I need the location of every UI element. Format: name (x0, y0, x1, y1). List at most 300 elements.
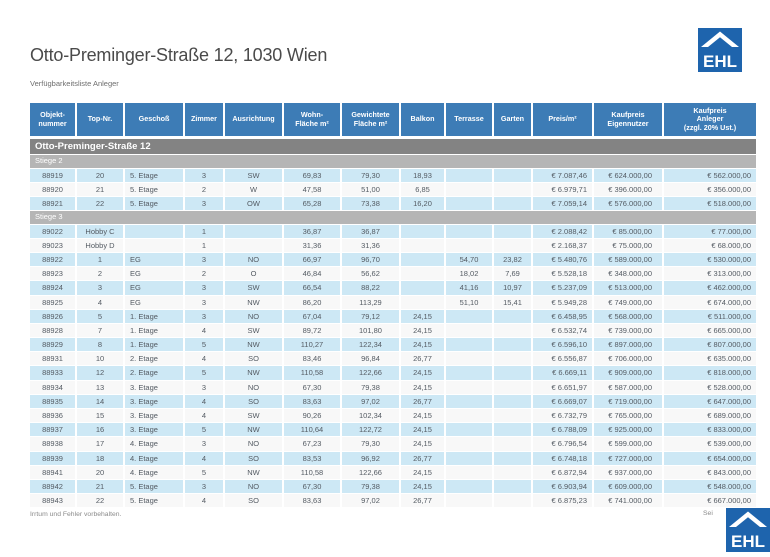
table-cell-terrasse (446, 169, 492, 182)
table-cell-garten (494, 169, 531, 182)
table-cell-wohnflaeche: 110,58 (284, 366, 340, 379)
table-cell-balkon (401, 239, 444, 252)
column-header-top_nr: Top-Nr. (77, 103, 123, 136)
table-cell-geschoss: 4. Etage (125, 452, 183, 465)
column-header-gewichtete_flaeche: Gewichtete Fläche m² (342, 103, 399, 136)
table-cell-garten: 23,82 (494, 253, 531, 266)
table-cell-ausrichtung: SO (225, 352, 282, 365)
table-cell-gewichtete_flaeche: 122,72 (342, 423, 399, 436)
table-cell-wohnflaeche: 66,97 (284, 253, 340, 266)
table-row (30, 281, 756, 294)
table-cell-geschoss: 1. Etage (125, 338, 183, 351)
column-header-balkon: Balkon (401, 103, 444, 136)
table-cell-zimmer: 3 (185, 381, 223, 394)
table-cell-kaufpreis_anleger: € 356.000,00 (664, 183, 756, 196)
table-cell-top_nr: 20 (77, 169, 123, 182)
table-cell-preis_m2: € 6.979,71 (533, 183, 592, 196)
table-cell-ausrichtung: SO (225, 452, 282, 465)
table-cell-preis_m2: € 2.088,42 (533, 225, 592, 238)
table-cell-wohnflaeche: 31,36 (284, 239, 340, 252)
table-cell-kaufpreis_eigennutzer: € 513.000,00 (594, 281, 662, 294)
table-cell-wohnflaeche: 65,28 (284, 197, 340, 210)
table-cell-kaufpreis_anleger: € 833.000,00 (664, 423, 756, 436)
table-cell-gewichtete_flaeche: 73,38 (342, 197, 399, 210)
table-cell-balkon: 24,15 (401, 466, 444, 479)
table-cell-preis_m2: € 6.903,94 (533, 480, 592, 493)
table-cell-balkon: 24,15 (401, 480, 444, 493)
table-cell-preis_m2: € 5.949,28 (533, 296, 592, 309)
table-cell-kaufpreis_eigennutzer: € 925.000,00 (594, 423, 662, 436)
table-cell-terrasse (446, 324, 492, 337)
table-cell-top_nr: 22 (77, 494, 123, 507)
table-cell-geschoss: 5. Etage (125, 183, 183, 196)
table-cell-kaufpreis_eigennutzer: € 765.000,00 (594, 409, 662, 422)
table-cell-terrasse (446, 310, 492, 323)
table-cell-wohnflaeche: 67,30 (284, 480, 340, 493)
table-cell-zimmer: 3 (185, 437, 223, 450)
table-row (30, 381, 756, 394)
table-cell-wohnflaeche: 67,30 (284, 381, 340, 394)
table-cell-kaufpreis_anleger: € 674.000,00 (664, 296, 756, 309)
table-cell-geschoss: 4. Etage (125, 466, 183, 479)
table-cell-wohnflaeche: 46,84 (284, 267, 340, 280)
table-cell-gewichtete_flaeche: 101,80 (342, 324, 399, 337)
table-cell-top_nr: 17 (77, 437, 123, 450)
table-cell-wohnflaeche: 83,53 (284, 452, 340, 465)
table-cell-zimmer: 3 (185, 169, 223, 182)
table-cell-zimmer: 5 (185, 338, 223, 351)
table-cell-kaufpreis_anleger: € 518.000,00 (664, 197, 756, 210)
table-cell-geschoss: 1. Etage (125, 324, 183, 337)
table-cell-wohnflaeche: 36,87 (284, 225, 340, 238)
table-cell-garten (494, 225, 531, 238)
table-cell-balkon (401, 253, 444, 266)
table-cell-kaufpreis_eigennutzer: € 937.000,00 (594, 466, 662, 479)
table-cell-zimmer: 3 (185, 253, 223, 266)
table-cell-preis_m2: € 6.796,54 (533, 437, 592, 450)
table-cell-kaufpreis_eigennutzer: € 739.000,00 (594, 324, 662, 337)
table-cell-preis_m2: € 6.732,79 (533, 409, 592, 422)
table-cell-ausrichtung: NO (225, 480, 282, 493)
table-cell-terrasse (446, 366, 492, 379)
table-cell-zimmer: 4 (185, 324, 223, 337)
table-cell-gewichtete_flaeche: 79,30 (342, 169, 399, 182)
table-cell-preis_m2: € 6.669,11 (533, 366, 592, 379)
table-cell-zimmer: 4 (185, 409, 223, 422)
table-cell-objektnummer: 88923 (30, 267, 75, 280)
table-cell-top_nr: Hobby C (77, 225, 123, 238)
table-cell-gewichtete_flaeche: 122,34 (342, 338, 399, 351)
table-cell-wohnflaeche: 67,23 (284, 437, 340, 450)
table-cell-kaufpreis_eigennutzer: € 576.000,00 (594, 197, 662, 210)
table-cell-garten (494, 197, 531, 210)
table-cell-terrasse (446, 480, 492, 493)
table-cell-kaufpreis_anleger: € 68.000,00 (664, 239, 756, 252)
group-header-band: Otto-Preminger-Straße 12 (30, 139, 756, 154)
table-cell-garten (494, 480, 531, 493)
table-cell-geschoss: 3. Etage (125, 423, 183, 436)
table-cell-terrasse (446, 338, 492, 351)
table-cell-kaufpreis_anleger: € 667.000,00 (664, 494, 756, 507)
column-header-wohnflaeche: Wohn- Fläche m² (284, 103, 340, 136)
table-cell-ausrichtung: NO (225, 437, 282, 450)
table-cell-ausrichtung: NW (225, 366, 282, 379)
table-cell-garten (494, 494, 531, 507)
table-cell-top_nr: 7 (77, 324, 123, 337)
table-cell-zimmer: 3 (185, 310, 223, 323)
column-header-preis_m2: Preis/m² (533, 103, 592, 136)
table-cell-garten (494, 423, 531, 436)
table-cell-wohnflaeche: 89,72 (284, 324, 340, 337)
table-cell-garten (494, 466, 531, 479)
table-cell-top_nr: 12 (77, 366, 123, 379)
table-cell-ausrichtung (225, 239, 282, 252)
table-cell-top_nr: 13 (77, 381, 123, 394)
table-cell-objektnummer: 88937 (30, 423, 75, 436)
table-cell-geschoss: 5. Etage (125, 169, 183, 182)
table-cell-terrasse (446, 352, 492, 365)
table-row (30, 352, 756, 365)
table-cell-gewichtete_flaeche: 79,38 (342, 381, 399, 394)
table-cell-garten (494, 452, 531, 465)
table-cell-kaufpreis_anleger: € 539.000,00 (664, 437, 756, 450)
table-cell-top_nr: 16 (77, 423, 123, 436)
table-cell-ausrichtung: SW (225, 281, 282, 294)
table-cell-top_nr: 20 (77, 466, 123, 479)
table-cell-garten (494, 310, 531, 323)
table-row (30, 253, 756, 266)
table-cell-objektnummer: 88929 (30, 338, 75, 351)
footer-disclaimer: Irrtum und Fehler vorbehalten. (30, 511, 122, 518)
table-row (30, 395, 756, 408)
table-cell-garten: 15,41 (494, 296, 531, 309)
table-cell-garten (494, 381, 531, 394)
table-cell-wohnflaeche: 110,58 (284, 466, 340, 479)
table-cell-kaufpreis_anleger: € 647.000,00 (664, 395, 756, 408)
table-cell-kaufpreis_eigennutzer: € 589.000,00 (594, 253, 662, 266)
table-cell-kaufpreis_anleger: € 689.000,00 (664, 409, 756, 422)
table-cell-kaufpreis_eigennutzer: € 727.000,00 (594, 452, 662, 465)
table-cell-balkon: 16,20 (401, 197, 444, 210)
table-row (30, 310, 756, 323)
table-cell-top_nr: 1 (77, 253, 123, 266)
table-cell-geschoss: 5. Etage (125, 197, 183, 210)
table-cell-objektnummer: 88931 (30, 352, 75, 365)
table-cell-wohnflaeche: 69,83 (284, 169, 340, 182)
logo-text: EHL (703, 52, 737, 71)
table-cell-preis_m2: € 6.875,23 (533, 494, 592, 507)
table-cell-geschoss: EG (125, 253, 183, 266)
table-cell-wohnflaeche: 90,26 (284, 409, 340, 422)
table-cell-zimmer: 3 (185, 296, 223, 309)
table-cell-ausrichtung: NW (225, 423, 282, 436)
table-cell-preis_m2: € 7.087,46 (533, 169, 592, 182)
table-row (30, 197, 756, 210)
table-row (30, 366, 756, 379)
table-cell-terrasse (446, 381, 492, 394)
table-cell-kaufpreis_anleger: € 562.000,00 (664, 169, 756, 182)
table-cell-balkon: 24,15 (401, 437, 444, 450)
table-cell-gewichtete_flaeche: 96,92 (342, 452, 399, 465)
table-cell-kaufpreis_eigennutzer: € 741.000,00 (594, 494, 662, 507)
table-cell-objektnummer: 88928 (30, 324, 75, 337)
table-cell-garten (494, 395, 531, 408)
table-cell-wohnflaeche: 67,04 (284, 310, 340, 323)
column-header-geschoss: Geschoß (125, 103, 183, 136)
table-cell-kaufpreis_anleger: € 548.000,00 (664, 480, 756, 493)
table-cell-terrasse (446, 409, 492, 422)
table-cell-terrasse: 54,70 (446, 253, 492, 266)
table-cell-kaufpreis_anleger: € 530.000,00 (664, 253, 756, 266)
table-cell-kaufpreis_eigennutzer: € 568.000,00 (594, 310, 662, 323)
table-cell-gewichtete_flaeche: 31,36 (342, 239, 399, 252)
table-cell-objektnummer: 89023 (30, 239, 75, 252)
table-cell-garten (494, 338, 531, 351)
table-cell-top_nr: 10 (77, 352, 123, 365)
table-cell-objektnummer: 88942 (30, 480, 75, 493)
table-cell-gewichtete_flaeche: 122,66 (342, 366, 399, 379)
table-cell-ausrichtung: SO (225, 395, 282, 408)
table-cell-terrasse (446, 437, 492, 450)
table-cell-ausrichtung: SW (225, 409, 282, 422)
table-cell-wohnflaeche: 47,58 (284, 183, 340, 196)
table-cell-ausrichtung: NW (225, 466, 282, 479)
table-cell-top_nr: 21 (77, 480, 123, 493)
table-cell-objektnummer: 88934 (30, 381, 75, 394)
table-cell-kaufpreis_anleger: € 77.000,00 (664, 225, 756, 238)
table-cell-terrasse (446, 494, 492, 507)
table-cell-balkon (401, 267, 444, 280)
table-cell-geschoss: 2. Etage (125, 366, 183, 379)
table-cell-garten (494, 239, 531, 252)
table-row (30, 225, 756, 238)
page-title: Otto-Preminger-Straße 12, 1030 Wien (30, 45, 328, 65)
table-cell-ausrichtung (225, 225, 282, 238)
table-cell-objektnummer: 88941 (30, 466, 75, 479)
table-cell-kaufpreis_eigennutzer: € 75.000,00 (594, 239, 662, 252)
table-cell-wohnflaeche: 83,63 (284, 395, 340, 408)
table-cell-geschoss: EG (125, 267, 183, 280)
column-header-ausrichtung: Ausrichtung (225, 103, 282, 136)
table-cell-balkon: 26,77 (401, 452, 444, 465)
table-cell-kaufpreis_anleger: € 818.000,00 (664, 366, 756, 379)
table-cell-objektnummer: 88919 (30, 169, 75, 182)
table-cell-balkon (401, 225, 444, 238)
table-cell-wohnflaeche: 66,54 (284, 281, 340, 294)
table-cell-kaufpreis_eigennutzer: € 396.000,00 (594, 183, 662, 196)
table-cell-terrasse (446, 466, 492, 479)
table-cell-kaufpreis_eigennutzer: € 749.000,00 (594, 296, 662, 309)
table-cell-balkon: 24,15 (401, 381, 444, 394)
table-row (30, 480, 756, 493)
table-cell-wohnflaeche: 83,46 (284, 352, 340, 365)
table-cell-gewichtete_flaeche: 122,66 (342, 466, 399, 479)
table-cell-objektnummer: 88925 (30, 296, 75, 309)
table-cell-wohnflaeche: 86,20 (284, 296, 340, 309)
table-cell-garten (494, 183, 531, 196)
table-cell-preis_m2: € 6.748,18 (533, 452, 592, 465)
table-cell-objektnummer: 88926 (30, 310, 75, 323)
table-cell-gewichtete_flaeche: 51,00 (342, 183, 399, 196)
table-cell-balkon: 24,15 (401, 338, 444, 351)
table-cell-geschoss: 3. Etage (125, 381, 183, 394)
table-cell-balkon: 24,15 (401, 366, 444, 379)
column-header-kaufpreis_anleger: Kaufpreis Anleger (zzgl. 20% Ust.) (664, 103, 756, 136)
table-cell-wohnflaeche: 110,27 (284, 338, 340, 351)
table-row (30, 183, 756, 196)
column-header-kaufpreis_eigennutzer: Kaufpreis Eigennutzer (594, 103, 662, 136)
table-cell-zimmer: 1 (185, 239, 223, 252)
table-cell-zimmer: 2 (185, 183, 223, 196)
table-cell-ausrichtung: O (225, 267, 282, 280)
table-row (30, 296, 756, 309)
table-cell-balkon: 24,15 (401, 324, 444, 337)
table-cell-geschoss: 4. Etage (125, 437, 183, 450)
table-cell-gewichtete_flaeche: 79,12 (342, 310, 399, 323)
table-cell-kaufpreis_eigennutzer: € 719.000,00 (594, 395, 662, 408)
table-cell-geschoss (125, 225, 183, 238)
table-cell-preis_m2: € 6.532,74 (533, 324, 592, 337)
table-cell-geschoss: 5. Etage (125, 494, 183, 507)
table-cell-top_nr: 4 (77, 296, 123, 309)
table-cell-terrasse: 18,02 (446, 267, 492, 280)
table-cell-preis_m2: € 5.528,18 (533, 267, 592, 280)
ehl-logo (698, 28, 742, 72)
table-cell-balkon: 26,77 (401, 494, 444, 507)
table-cell-gewichtete_flaeche: 97,02 (342, 395, 399, 408)
table-cell-balkon: 26,77 (401, 395, 444, 408)
table-cell-ausrichtung: OW (225, 197, 282, 210)
table-cell-kaufpreis_eigennutzer: € 897.000,00 (594, 338, 662, 351)
table-cell-kaufpreis_anleger: € 528.000,00 (664, 381, 756, 394)
table-row (30, 452, 756, 465)
table-row (30, 267, 756, 280)
table-cell-objektnummer: 88933 (30, 366, 75, 379)
table-cell-preis_m2: € 5.480,76 (533, 253, 592, 266)
table-cell-preis_m2: € 5.237,09 (533, 281, 592, 294)
table-cell-gewichtete_flaeche: 96,70 (342, 253, 399, 266)
table-cell-kaufpreis_eigennutzer: € 599.000,00 (594, 437, 662, 450)
ehl-logo-bottom (726, 508, 770, 552)
table-body (30, 139, 756, 507)
table-cell-preis_m2: € 2.168,37 (533, 239, 592, 252)
table-cell-garten (494, 352, 531, 365)
table-cell-zimmer: 4 (185, 452, 223, 465)
table-cell-terrasse (446, 239, 492, 252)
availability-table (30, 103, 756, 508)
table-cell-zimmer: 4 (185, 395, 223, 408)
table-cell-geschoss: 5. Etage (125, 480, 183, 493)
footer-page-label: Sei (703, 510, 713, 517)
table-cell-kaufpreis_eigennutzer: € 706.000,00 (594, 352, 662, 365)
table-cell-top_nr: 21 (77, 183, 123, 196)
table-cell-kaufpreis_eigennutzer: € 85.000,00 (594, 225, 662, 238)
table-cell-wohnflaeche: 110,64 (284, 423, 340, 436)
table-cell-geschoss (125, 239, 183, 252)
table-cell-terrasse (446, 452, 492, 465)
table-cell-gewichtete_flaeche: 96,84 (342, 352, 399, 365)
table-cell-zimmer: 5 (185, 366, 223, 379)
table-cell-terrasse (446, 395, 492, 408)
table-cell-geschoss: 3. Etage (125, 409, 183, 422)
table-cell-zimmer: 3 (185, 480, 223, 493)
table-cell-ausrichtung: NO (225, 381, 282, 394)
table-cell-gewichtete_flaeche: 97,02 (342, 494, 399, 507)
table-row (30, 239, 756, 252)
table-cell-ausrichtung: NO (225, 253, 282, 266)
table-cell-ausrichtung: SW (225, 169, 282, 182)
table-cell-ausrichtung: W (225, 183, 282, 196)
table-cell-gewichtete_flaeche: 79,38 (342, 480, 399, 493)
table-cell-terrasse: 41,16 (446, 281, 492, 294)
table-cell-terrasse (446, 225, 492, 238)
table-cell-ausrichtung: NW (225, 296, 282, 309)
table-cell-balkon (401, 296, 444, 309)
table-cell-gewichtete_flaeche: 88,22 (342, 281, 399, 294)
table-cell-kaufpreis_anleger: € 807.000,00 (664, 338, 756, 351)
table-cell-garten (494, 437, 531, 450)
table-cell-top_nr: 15 (77, 409, 123, 422)
table-cell-geschoss: 2. Etage (125, 352, 183, 365)
table-row (30, 437, 756, 450)
table-cell-gewichtete_flaeche: 113,29 (342, 296, 399, 309)
table-cell-balkon: 6,85 (401, 183, 444, 196)
column-header-garten: Garten (494, 103, 531, 136)
table-cell-gewichtete_flaeche: 102,34 (342, 409, 399, 422)
table-cell-top_nr: 14 (77, 395, 123, 408)
table-cell-objektnummer: 88921 (30, 197, 75, 210)
table-cell-kaufpreis_anleger: € 511.000,00 (664, 310, 756, 323)
table-cell-preis_m2: € 6.596,10 (533, 338, 592, 351)
table-cell-preis_m2: € 7.059,14 (533, 197, 592, 210)
table-cell-ausrichtung: SW (225, 324, 282, 337)
table-cell-preis_m2: € 6.669,07 (533, 395, 592, 408)
table-cell-zimmer: 1 (185, 225, 223, 238)
table-cell-terrasse (446, 197, 492, 210)
table-cell-objektnummer: 88920 (30, 183, 75, 196)
table-cell-terrasse: 51,10 (446, 296, 492, 309)
table-cell-garten (494, 324, 531, 337)
table-cell-kaufpreis_eigennutzer: € 609.000,00 (594, 480, 662, 493)
column-header-zimmer: Zimmer (185, 103, 223, 136)
table-cell-top_nr: 5 (77, 310, 123, 323)
table-cell-top_nr: 3 (77, 281, 123, 294)
table-cell-zimmer: 3 (185, 281, 223, 294)
table-cell-preis_m2: € 6.788,09 (533, 423, 592, 436)
table-header-row (30, 103, 756, 136)
table-cell-objektnummer: 88935 (30, 395, 75, 408)
table-cell-objektnummer: 88922 (30, 253, 75, 266)
table-cell-zimmer: 2 (185, 267, 223, 280)
table-cell-gewichtete_flaeche: 79,30 (342, 437, 399, 450)
table-cell-kaufpreis_anleger: € 313.000,00 (664, 267, 756, 280)
table-cell-zimmer: 3 (185, 197, 223, 210)
table-cell-zimmer: 4 (185, 352, 223, 365)
table-cell-ausrichtung: SO (225, 494, 282, 507)
table-row (30, 494, 756, 507)
column-header-objektnummer: Objekt- nummer (30, 103, 75, 136)
table-cell-garten: 10,97 (494, 281, 531, 294)
table-cell-garten (494, 409, 531, 422)
column-header-terrasse: Terrasse (446, 103, 492, 136)
table-cell-geschoss: 3. Etage (125, 395, 183, 408)
table-cell-kaufpreis_eigennutzer: € 348.000,00 (594, 267, 662, 280)
section-band: Stiege 3 (30, 211, 756, 224)
table-cell-kaufpreis_eigennutzer: € 909.000,00 (594, 366, 662, 379)
table-cell-balkon: 18,93 (401, 169, 444, 182)
table-row (30, 466, 756, 479)
table-cell-balkon: 24,15 (401, 423, 444, 436)
